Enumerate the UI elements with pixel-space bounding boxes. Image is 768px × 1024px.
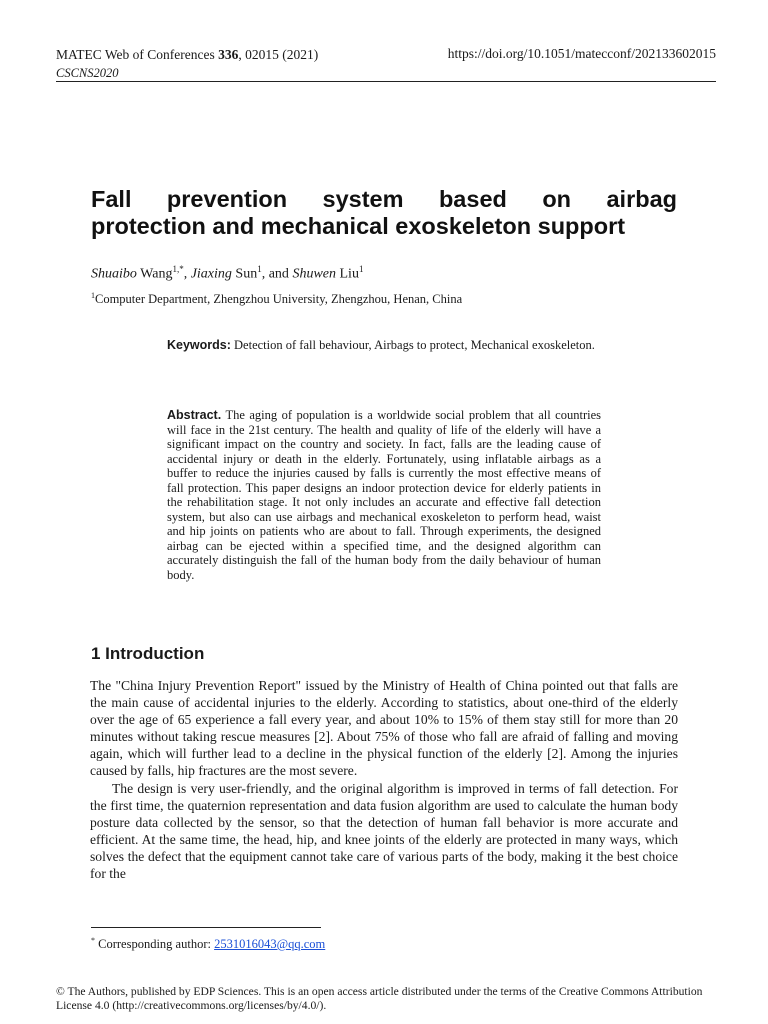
author-affil-mark: 1 — [358, 264, 364, 274]
footnote-divider — [91, 927, 321, 928]
volume-number: 336 — [218, 47, 239, 62]
author-list: Shuaibo Wang$^{1,*}$, Jiaxing Sun$^1$, and Shuwen Liu$^1$ — [91, 264, 364, 282]
body-paragraph: The design is very user-friendly, and the original algorithm is improved in terms of fall detection. For the first time, the quaternion representation and data fusion algorithm are used to calculate the human body posture data collected by the sensor, so that the detection of human fall behavior is more accurate and efficient. At the same time, the head, hip, and knee joints of the elderly are protected in many ways, which solves the defect that the equipment cannot take care of various parts of the body, making it the best choice for the — [90, 780, 678, 882]
author-affil-mark: 1 — [257, 264, 262, 274]
paper-title — [91, 186, 677, 240]
abstract-text: The aging of population is a worldwide social problem that all countries will face in the 21st century. The health and quality of life of the elderly will have a significant impact on the country and society. In fact, falls are the leading cause of accidental injury or death in the elderly. Fortunately, using inflatable airbags as a buffer to reduce the injuries caused by falls is currently the most effective means of fall protection. This paper designs an indoor protection device for elderly patients in the rehabilitation stage. It not only includes an accurate and effective fall detection system, but also can use airbags and mechanical exoskeleton to perform head, waist and hip joints on patients who are about to fall. Through experiments, the designed airbag can be ejected within a specified time, and the designed algorithm can accurately distinguish the fall of the human body from the daily behaviour of human body. — [167, 408, 601, 583]
running-header — [56, 46, 318, 82]
abstract-block — [167, 408, 601, 583]
email-link[interactable]: 2531016043@qq.com — [214, 937, 326, 952]
body-paragraph: The "China Injury Prevention Report" issued by the Ministry of Health of China pointed out that falls are the main cause of accidental injuries to the elderly. According to statistics, about one-third of the elderly over the age of 65 experience a fall every year, and about 10% to 15% of them stay still for more than 20 minutes without taking rescue measures [2]. About 75% of those who fall are afraid of falling and moving again, which will further lead to a decline in the physical function of the elderly [2]. Among the injuries caused by falls, hip fractures are the most severe. — [90, 678, 678, 779]
footnote: * Corresponding author: 2531016043@qq.com — [91, 936, 326, 952]
author-given-name: Shuwen — [292, 266, 336, 282]
journal-citation: MATEC Web of Conferences 336, 02015 (2021) — [56, 47, 319, 62]
author-family-name: Sun — [231, 266, 258, 282]
author-given-name: Jiaxing — [190, 266, 232, 282]
author-family-name: Liu — [336, 266, 359, 282]
title-line-1: Fall prevention system based on airbag — [91, 186, 677, 212]
keywords-block — [167, 338, 601, 353]
section-heading: 1 Introduction — [91, 644, 205, 663]
title-line-2: protection and mechanical exoskeleton support — [91, 213, 626, 239]
affiliation: $^1$Computer Department, Zhengzhou University, Zhengzhou, Henan, China — [91, 291, 463, 307]
author-affil-mark: 1,* — [172, 264, 184, 274]
header-divider — [56, 81, 716, 82]
keywords-text: Detection of fall behaviour, Airbags to protect, Mechanical exoskeleton. — [230, 338, 595, 352]
abstract-label: Abstract. — [167, 408, 222, 422]
author-given-name: Shuaibo — [91, 266, 137, 282]
keywords-label: Keywords: — [167, 338, 231, 352]
license-notice: © The Authors, published by EDP Sciences. This is an open access article distributed under the terms of the Creative Commons Attribution License 4.0 (http://creativecommons.org/licenses/by/4.0/). — [56, 985, 703, 1012]
doi-link[interactable]: https://doi.org/10.1051/matecconf/202133602015 — [447, 46, 716, 61]
conference-series: CSCNS2020 — [56, 66, 119, 80]
section-body — [90, 677, 678, 882]
author-family-name: Wang — [136, 266, 173, 282]
